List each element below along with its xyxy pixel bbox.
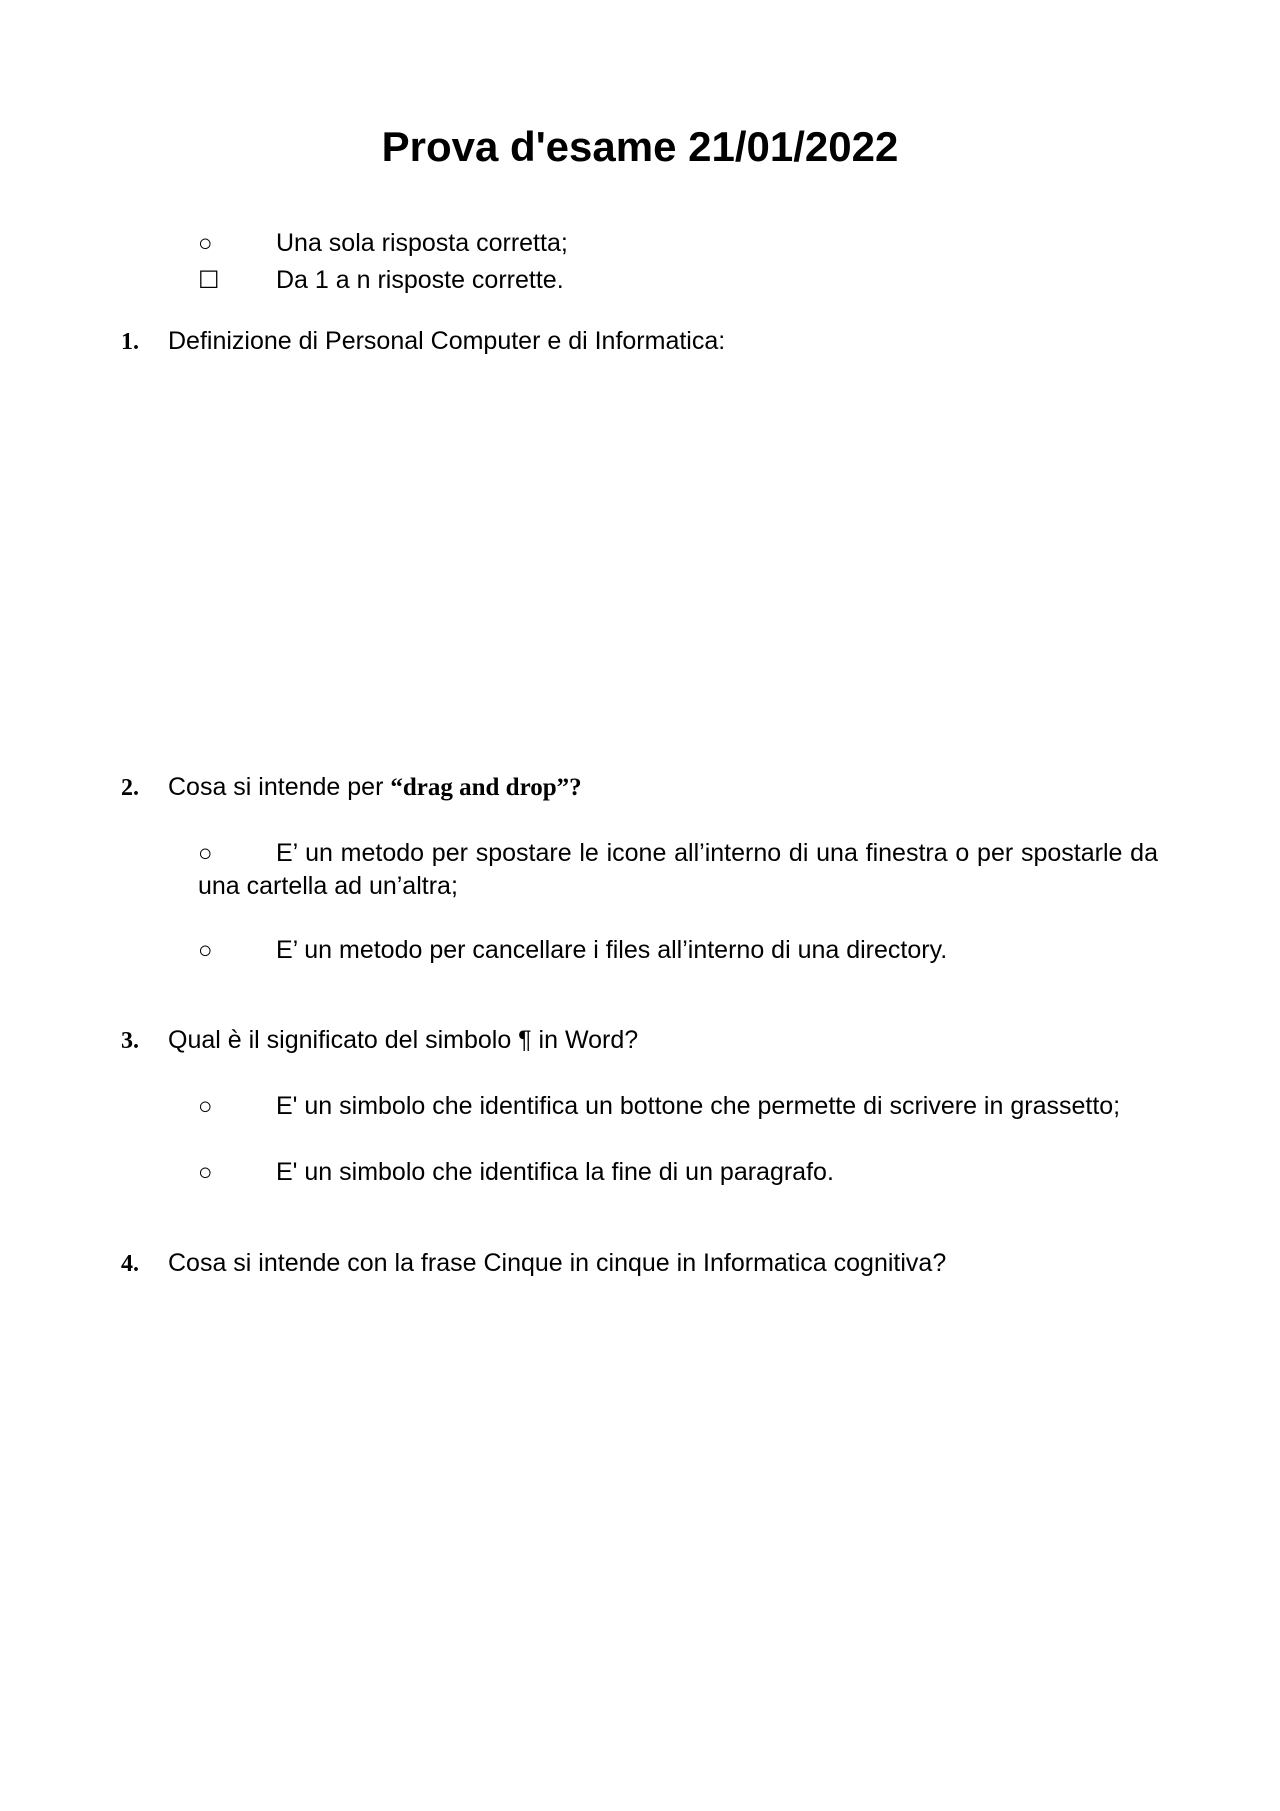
question-2	[121, 771, 582, 804]
legend-label: Da 1 a n risposte corrette.	[276, 266, 564, 294]
radio-circle-icon: ○	[198, 230, 213, 257]
radio-circle-icon[interactable]: ○	[198, 840, 213, 867]
checkbox-square-icon: ☐	[198, 267, 220, 294]
page-title: Prova d'esame 21/01/2022	[381, 123, 899, 170]
radio-circle-icon[interactable]: ○	[198, 1159, 213, 1186]
question-number: 2.	[121, 775, 139, 801]
question-3-option-a[interactable]	[198, 1090, 1158, 1123]
question-4	[121, 1247, 946, 1280]
option-text: E' un simbolo che identifica la fine di un paragrafo.	[276, 1158, 834, 1186]
question-3	[121, 1024, 638, 1057]
option-text: E' un simbolo che identifica un bottone che permette di scrivere in grassetto;	[276, 1092, 1121, 1120]
legend-multiple-answers	[198, 264, 564, 297]
legend-single-answer	[198, 227, 568, 260]
question-3-option-b[interactable]	[198, 1156, 1158, 1189]
question-emphasis: “drag and drop”?	[390, 774, 582, 801]
option-text: E’ un metodo per cancellare i files all’interno di una directory.	[276, 936, 948, 964]
question-2-option-b[interactable]	[198, 934, 1158, 967]
radio-circle-icon[interactable]: ○	[198, 1093, 213, 1120]
question-number: 3.	[121, 1028, 139, 1054]
question-2-option-a[interactable]	[198, 837, 1158, 902]
question-number: 4.	[121, 1251, 139, 1277]
legend-label: Una sola risposta corretta;	[276, 229, 568, 257]
question-text: Definizione di Personal Computer e di Informatica:	[168, 327, 726, 355]
option-text: E’ un metodo per spostare le icone all’interno di una finestra o per spostarle da una cartella ad un’altra;	[198, 839, 1158, 900]
question-1	[121, 325, 725, 358]
question-text: Qual è il significato del simbolo ¶ in Word?	[168, 1026, 639, 1054]
radio-circle-icon[interactable]: ○	[198, 937, 213, 964]
question-text: Cosa si intende con la frase Cinque in cinque in Informatica cognitiva?	[168, 1249, 947, 1277]
question-number: 1.	[121, 329, 139, 355]
question-text: Cosa si intende per	[168, 773, 391, 801]
